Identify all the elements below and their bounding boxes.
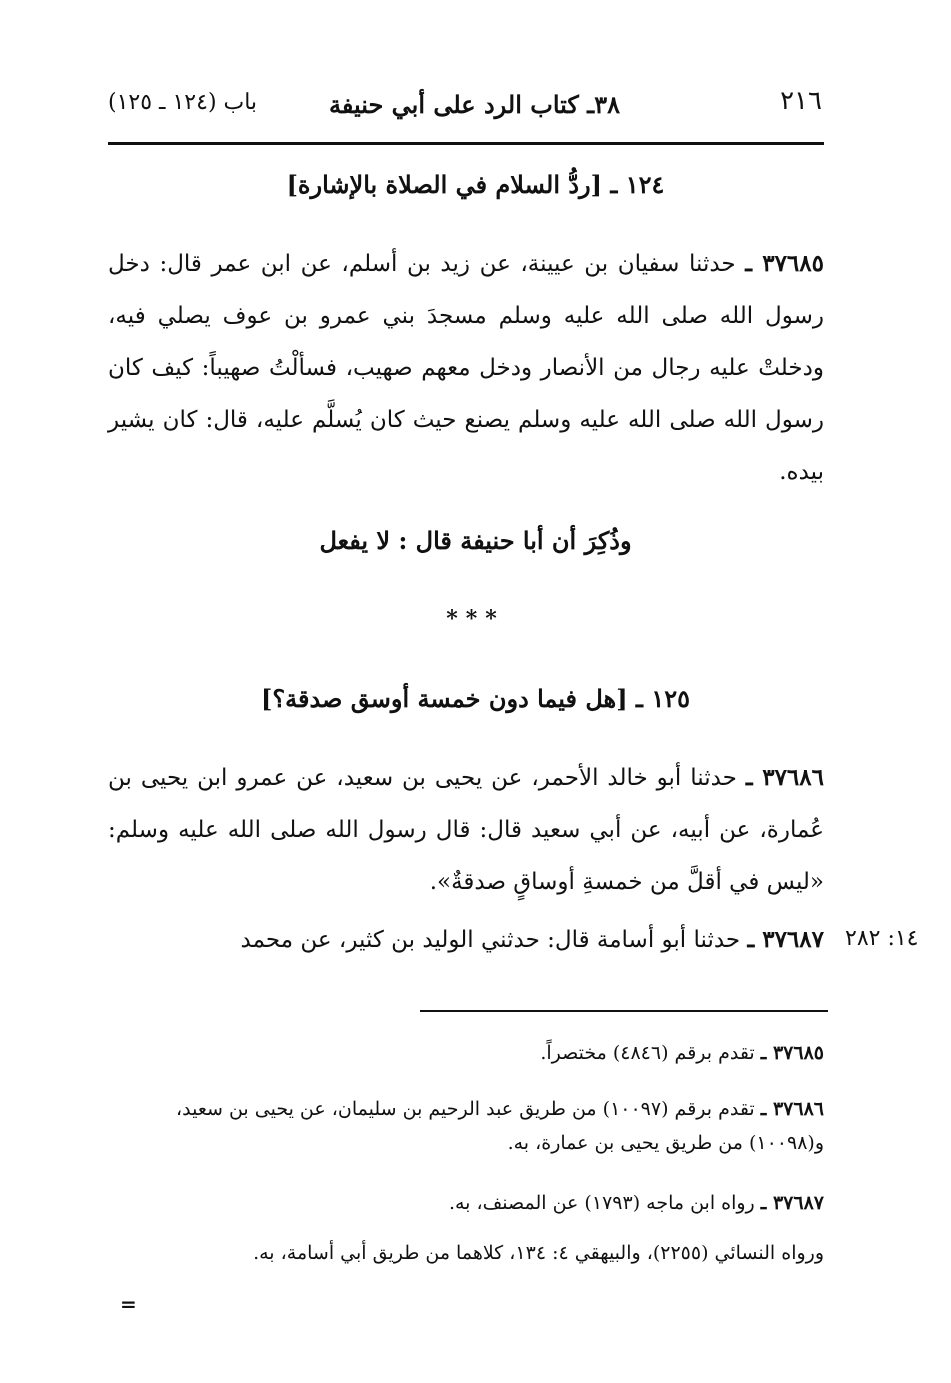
hadith-37685 bbox=[108, 238, 824, 498]
footnote-text: ورواه النسائي (٢٢٥٥)، والبيهقي ٤: ١٣٤، كلاهما من طريق أبي أسامة، به. bbox=[253, 1242, 824, 1264]
abu-hanifa-statement: وذُكِرَ أن أبا حنيفة قال : لا يفعل bbox=[319, 526, 632, 555]
footnote-1 bbox=[108, 1036, 824, 1070]
header-divider bbox=[108, 142, 824, 145]
footnote-2 bbox=[108, 1092, 824, 1160]
hadith-37686 bbox=[108, 752, 824, 908]
hadith-number: ٣٧٦٨٥ ـ bbox=[745, 250, 824, 277]
footnote-text: رواه ابن ماجه (١٧٩٣) عن المصنف، به. bbox=[448, 1192, 755, 1214]
page-number: ٢١٦ bbox=[780, 86, 822, 116]
section-125-heading: ١٢٥ ـ [هل فيما دون خمسة أوسق صدقة؟] bbox=[261, 684, 690, 713]
footnote-number: ٣٧٦٨٥ ـ bbox=[760, 1042, 824, 1064]
bab-range: باب (١٢٤ ـ ١٢٥) bbox=[108, 90, 258, 115]
continuation-mark: = bbox=[120, 1292, 137, 1316]
footnote-text: تقدم برقم (٤٨٤٦) مختصراً. bbox=[540, 1042, 755, 1064]
hadith-37687 bbox=[144, 914, 824, 966]
footnote-text: تقدم برقم (١٠٠٩٧) من طريق عبد الرحيم بن سليمان، عن يحيى بن سعيد، و(١٠٠٩٨) من طريق يحيى بن عمارة، به. bbox=[176, 1098, 824, 1154]
footnote-3 bbox=[108, 1186, 824, 1220]
hadith-number: ٣٧٦٨٧ ـ bbox=[747, 926, 824, 953]
footnote-number: ٣٧٦٨٦ ـ bbox=[760, 1098, 824, 1120]
margin-reference: ١٤: ٢٨٢ bbox=[845, 926, 919, 951]
section-separator: *** bbox=[446, 606, 505, 632]
footnote-divider bbox=[420, 1010, 828, 1012]
hadith-text: حدثنا سفيان بن عيينة، عن زيد بن أسلم، عن ابن عمر قال: دخل رسول الله صلى الله عليه وسلم مسجدَ بني عمرو بن عوف يصلي فيه، ودخلتْ عليه رجال من الأنصار ودخل معهم صهيب، فسألْتُ صهيباً: كيف كان رسول الله صلى الله عليه وسلم يصنع حيث كان يُسلَّم عليه، قال: كان يشير بيده. bbox=[108, 251, 824, 485]
section-124-heading: ١٢٤ ـ [ردُّ السلام في الصلاة بالإشارة] bbox=[286, 170, 665, 199]
hadith-text: حدثنا أبو أسامة قال: حدثني الوليد بن كثير، عن محمد bbox=[240, 927, 741, 953]
footnote-number: ٣٧٦٨٧ ـ bbox=[760, 1192, 824, 1214]
book-title: ٣٨ـ كتاب الرد على أبي حنيفة bbox=[328, 90, 620, 119]
footnote-4 bbox=[108, 1236, 824, 1270]
hadith-text: حدثنا أبو خالد الأحمر، عن يحيى بن سعيد، عن عمرو ابن يحيى بن عُمارة، عن أبيه، عن أبي سعيد قال: قال رسول الله صلى الله عليه وسلم: «ليس في أقلَّ من خمسةِ أوساقٍ صدقةٌ». bbox=[108, 765, 824, 895]
hadith-number: ٣٧٦٨٦ ـ bbox=[745, 764, 824, 791]
